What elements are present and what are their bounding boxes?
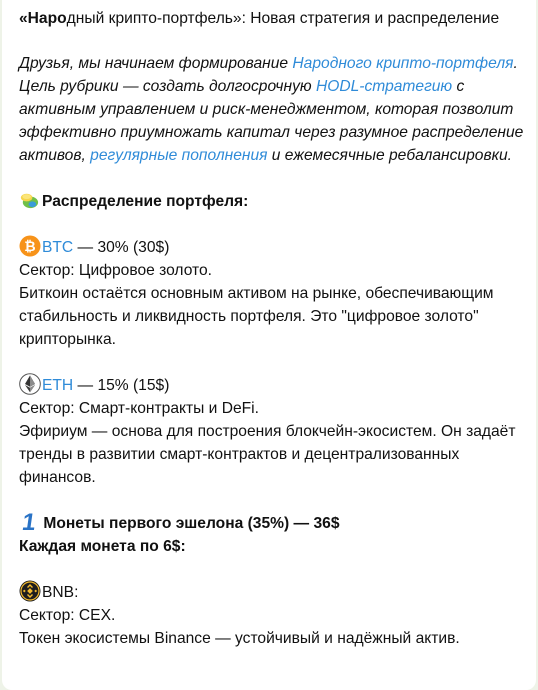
eth-sector: Сектор: Смарт-контракты и DeFi. xyxy=(19,400,259,417)
ethereum-icon xyxy=(19,373,41,395)
intro-text-3: с активным управлением и риск-менеджментом, которая позволит эффективно приумножать капитал через разумное распределение активов, xyxy=(19,78,524,164)
hodl-strategy-link[interactable]: HODL-стратегию xyxy=(315,78,453,95)
bnb-sector: Сектор: CEX. xyxy=(19,607,116,624)
portfolio-heading xyxy=(19,189,526,213)
svg-text:₿: ₿ xyxy=(24,239,36,255)
btc-description: Биткоин остаётся основным активом на рынке, обеспечивающим стабильность и ликвидность портфеля. Это "цифровое золото" крипторынка. xyxy=(19,285,494,348)
regular-deposits-link[interactable]: регулярные пополнения xyxy=(90,147,268,164)
section-heading-text: Распределение портфеля: xyxy=(42,193,249,210)
intro-paragraph xyxy=(19,52,526,167)
btc-sector: Сектор: Цифровое золото. xyxy=(19,262,212,279)
moneybag-icon xyxy=(19,189,40,210)
eth-ticker-link[interactable]: ETH xyxy=(42,377,74,394)
post-title-rest: дный крипто-портфель»: Новая стратегия и распределение xyxy=(66,10,500,27)
tier1-heading-text: Монеты первого эшелона (35%) — 36$ xyxy=(39,515,340,532)
eth-allocation: — 15% (15$) xyxy=(73,377,170,394)
eth-line xyxy=(19,373,526,397)
post-title-bold: «Наро xyxy=(19,10,67,27)
bnb-icon xyxy=(19,580,41,602)
portfolio-link[interactable]: Народного крипто-портфеля xyxy=(292,55,514,72)
bnb-line xyxy=(19,580,526,604)
btc-ticker-link[interactable]: BTC xyxy=(42,239,74,256)
btc-line xyxy=(19,235,526,259)
tier1-each-note: Каждая монета по 6$: xyxy=(19,538,186,555)
bitcoin-icon xyxy=(19,235,41,257)
keycap-one-icon: 1 xyxy=(20,509,38,536)
btc-allocation: — 30% (30$) xyxy=(73,239,170,256)
intro-text-4: и ежемесячные ребалансировки. xyxy=(267,147,512,164)
intro-text-1: Друзья, мы начинаем формирование xyxy=(19,55,293,72)
eth-description: Эфириум — основа для построения блокчейн-экосистем. Он задаёт тренды в развитии смарт-контрактов и децентрализованных финансов. xyxy=(19,423,516,486)
post-title xyxy=(19,7,526,30)
tier1-heading xyxy=(19,511,526,535)
bnb-ticker: BNB: xyxy=(42,584,79,601)
intro-text-2: . Цель рубрики — создать долгосрочную xyxy=(19,55,518,95)
message-bubble xyxy=(2,0,536,690)
bnb-description: Токен экосистемы Binance — устойчивый и надёжный актив. xyxy=(19,630,460,647)
